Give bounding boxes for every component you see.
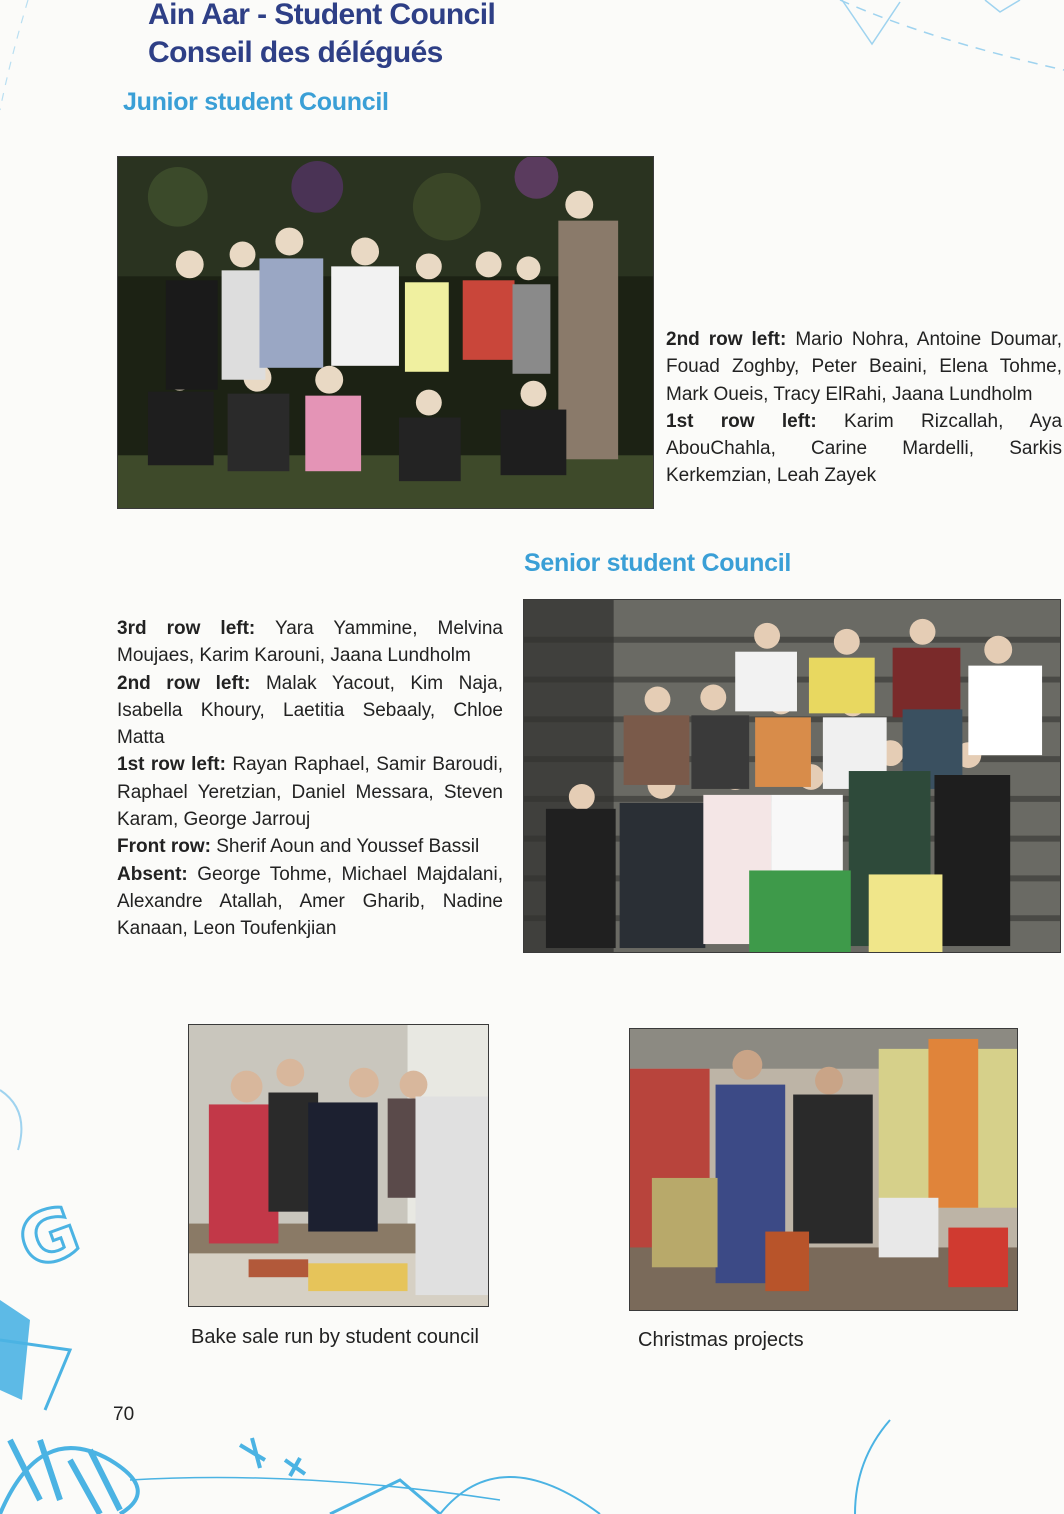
christmas-projects-photo	[629, 1028, 1018, 1311]
page-number: 70	[113, 1404, 135, 1425]
bake-sale-caption: Bake sale run by student council	[191, 1326, 479, 1348]
page-subtitle: Conseil des délégués	[148, 36, 443, 69]
senior-council-heading: Senior student Council	[524, 549, 792, 577]
bake-sale-photo	[188, 1024, 489, 1307]
decorative-dashed-curve-left	[0, 0, 28, 110]
decorative-letters-bottom-left	[10, 1440, 120, 1514]
decorative-arc-left	[0, 1090, 21, 1150]
junior-row1-entry	[666, 408, 1062, 490]
decorative-triangle-top	[842, 0, 900, 44]
senior-row2-names: Malak Yacout, Kim Naja, Isabella Khoury, Laetitia Sebaaly, Chloe Matta	[117, 672, 503, 749]
senior-row2-entry	[117, 670, 503, 752]
junior-row1-names: Karim Rizcallah, Aya AbouChahla, Carine Mardelli, Sarkis Kerkemzian, Leah Zayek	[666, 410, 1063, 487]
senior-absent-label: Absent:	[117, 863, 188, 885]
decorative-triangle-bottom	[330, 1480, 440, 1514]
decorative-lines-bottom	[240, 1438, 305, 1476]
senior-row1-entry	[117, 751, 503, 833]
senior-row1-names: Rayan Raphael, Samir Baroudi, Raphael Yeretzian, Daniel Messara, Steven Karam, George Jarrouj	[117, 754, 504, 831]
senior-row1-label: 1st row left:	[117, 754, 226, 776]
page-title: Ain Aar - Student Council	[148, 0, 496, 31]
decorative-arc-bottom	[440, 1477, 600, 1514]
decorative-letter-g: G	[7, 1188, 90, 1286]
senior-absent-entry	[117, 861, 503, 943]
decorative-line-bottom	[130, 1478, 500, 1501]
junior-row2-label: 2nd row left:	[666, 329, 787, 350]
senior-absent-names: George Tohme, Michael Majdalani, Alexandre Atallah, Amer Gharib, Nadine Kanaan, Leon Toufenkjian	[117, 863, 504, 940]
senior-council-names	[117, 615, 503, 943]
senior-council-photo	[523, 599, 1061, 953]
decorative-arc-bottom-right	[855, 1420, 890, 1514]
junior-council-heading: Junior student Council	[123, 88, 389, 116]
junior-row2-names: Mario Nohra, Antoine Doumar, Fouad Zoghby, Peter Beaini, Elena Tohme, Mark Oueis, Tracy ElRahi, Jaana Lundholm	[666, 329, 1062, 405]
decorative-bracket-left	[0, 1340, 70, 1410]
junior-council-names	[666, 326, 1062, 490]
junior-council-photo	[117, 156, 654, 509]
senior-row3-names: Yara Yammine, Melvina Moujaes, Karim Karouni, Jaana Lundholm	[117, 618, 503, 667]
senior-row3-entry	[117, 615, 503, 670]
senior-front-names: Sherif Aoun and Youssef Bassil	[216, 836, 480, 858]
senior-front-entry	[117, 833, 503, 860]
senior-row3-label: 3rd row left:	[117, 618, 256, 639]
christmas-projects-caption: Christmas projects	[638, 1329, 804, 1351]
decorative-shape-left	[0, 1300, 30, 1400]
decorative-dashed-curve-top	[840, 0, 1064, 70]
senior-row2-label: 2nd row left:	[117, 672, 251, 694]
junior-row2-entry	[666, 326, 1062, 408]
decorative-chevron-top	[985, 0, 1020, 12]
decorative-swirl-bottom-left	[0, 1448, 138, 1514]
senior-front-label: Front row:	[117, 836, 211, 858]
junior-row1-label: 1st row left:	[666, 410, 817, 432]
